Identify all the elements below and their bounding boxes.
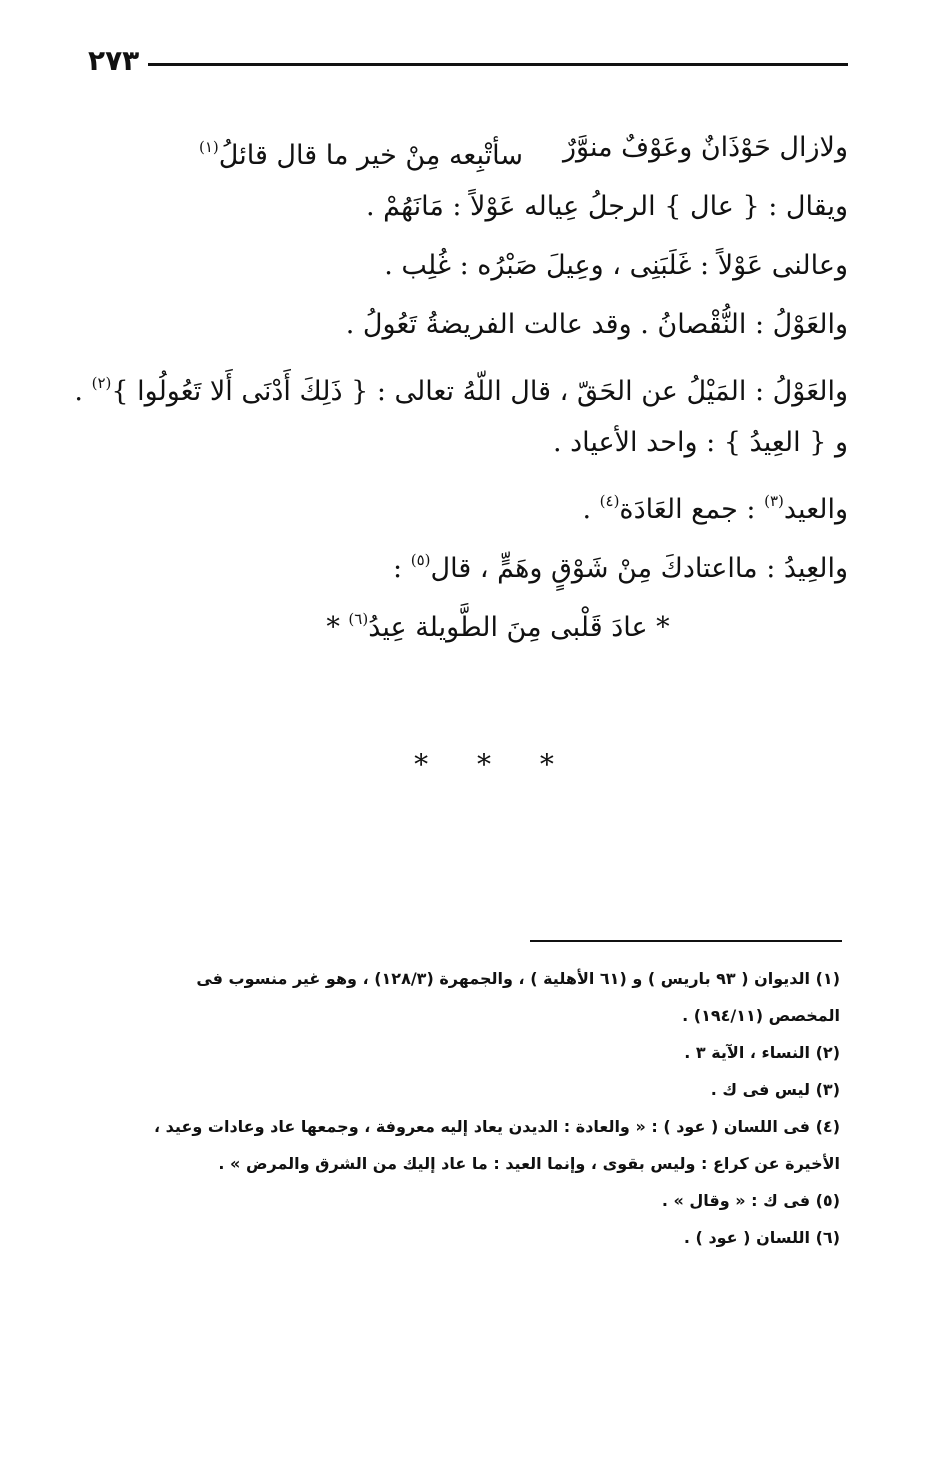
line-5-end: . [74,376,92,407]
footnote-4-line-2: الأخيرة عن كراع : وليس بقوى ، وإنما العيد : ما عاد إليك من الشرق والمرض » . [218,1154,840,1173]
footnote-ref-4: (٤) [599,492,620,510]
quran-citation: والعَوْلُ : المَيْلُ عن الحَقّ ، قال اللّهُ تعالى : { ذَلِكَ أَدْنَى أَلا تَعُولُوا } [111,376,848,407]
verse-hemistich-1: ولازال حَوْذَانٌ وعَوْفٌ منوَّرٌ [562,132,848,163]
footnote-ref-6: (٦) [348,610,369,628]
line-7-middle: : جمع العَادَة [619,494,765,525]
text-line-4: والعَوْلُ : النُّقْصانُ . وقد عالت الفريضةُ تَعُولُ . [345,309,848,340]
line-8-end: : [393,553,411,584]
footnote-2: (٢) النساء ، الآية ٣ . [684,1043,840,1062]
footnote-1-line-2: المخصص (١٩٤/١١) . [682,1006,840,1025]
footnote-5: (٥) فى ك : « وقال » . [661,1191,840,1210]
text-line-2: ويقال : { عال } الرجلُ عِياله عَوْلاً : مَانَهُمْ . [366,191,848,222]
verse-hemistich-2: سأتْبِعه مِنْ خير ما قال قائلُ$^{(١)}$ [198,138,523,171]
footnote-3: (٣) ليس فى ك . [710,1080,840,1099]
footnote-1-line-1: (١) الديوان ( ٩٣ باريس ) و (٦١ الأهلية ) ، والجمهرة (١٢٨/٣) ، وهو غير منسوب فى [196,969,840,988]
verse-line-9 [68,590,848,649]
text-line-6: و { العِيدُ } : واحد الأعياد . [552,427,848,458]
footnote-ref-5: (٥) [410,551,431,569]
footnote-ref-1: (١) [198,138,219,156]
line-7-end: . [582,494,600,525]
text-line-8 [68,531,848,590]
verse-line-1 [68,118,848,177]
line-7-start: والعيد [783,494,848,525]
section-separator: * * * [414,748,574,781]
main-text [68,118,848,649]
text-line-5 [68,354,848,413]
line-9-verse: * عادَ قَلْبى مِنَ الطَّويلة عِيدُ [368,612,670,643]
footnote-ref-2: (٢) [91,374,112,392]
footnote-ref-3: (٣) [764,492,784,510]
footnote-rule [530,940,842,942]
footnotes [54,960,840,1256]
header-rule [148,63,848,66]
footnote-6: (٦) اللسان ( عود ) . [683,1228,840,1247]
footnote-4-line-1: (٤) فى اللسان ( عود ) : « والعادة : الديدن يعاد إليه معروفة ، وجمعها عاد وعادات وعيد ، [154,1117,840,1136]
line-8-start: والعِيدُ : مااعتادكَ مِنْ شَوْقٍ وهَمٍّ ، قال [430,553,848,584]
text-line-7 [68,472,848,531]
line-9-end: * [326,612,349,643]
page-number: ٢٧٣ [88,44,140,77]
text-line-3: وعالنى عَوْلاً : غَلَبَنِى ، وعِيلَ صَبْرُه : غُلِب . [384,250,848,281]
